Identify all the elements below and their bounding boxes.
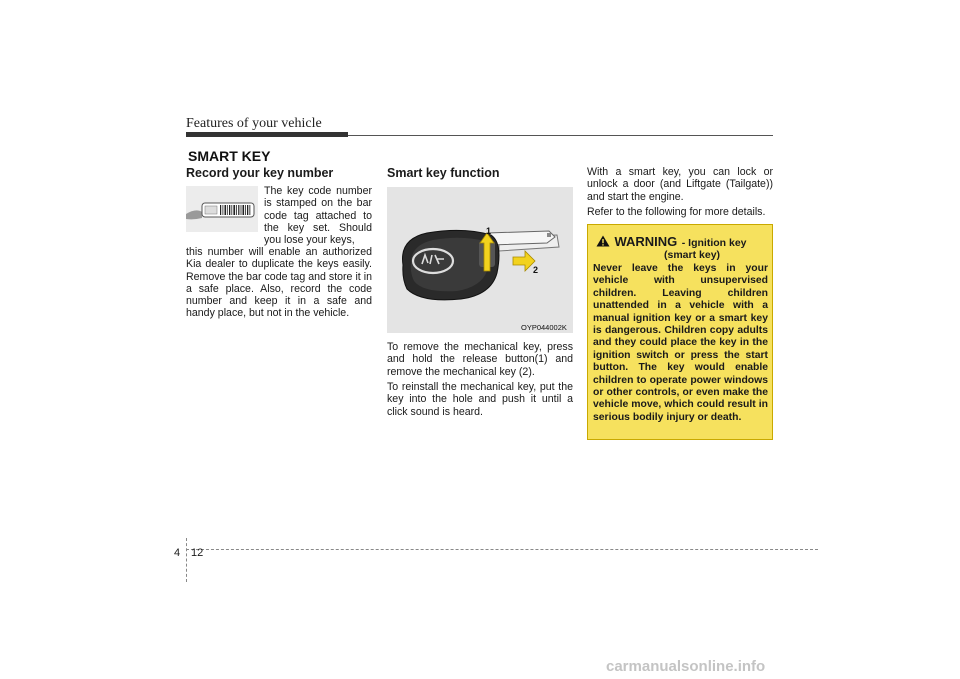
record-key-heading: Record your key number <box>186 166 334 180</box>
callout-2-label: 2 <box>533 265 539 275</box>
warning-triangle-icon <box>596 235 610 247</box>
page-number: 12 <box>191 547 204 559</box>
record-key-text-top: The key code number is stamped on the bar code tag attached to the key set. Should you lose your keys, <box>264 185 372 247</box>
key-tag-image <box>186 186 258 232</box>
page-header-title: Features of your vehicle <box>186 116 322 131</box>
image-caption: OYP044002K <box>521 323 567 332</box>
warning-subtitle: - Ignition key <box>681 237 747 249</box>
warning-subtitle-2: (smart key) <box>664 249 721 261</box>
refer-text: Refer to the following for more details. <box>587 206 766 218</box>
smart-key-heading: Smart key function <box>387 166 500 180</box>
callout-1-label: 1 <box>486 226 492 236</box>
watermark: carmanualsonline.info <box>606 658 766 675</box>
footer-divider <box>186 538 187 582</box>
smart-key-intro-text: With a smart key, you can lock or unlock a door (and Liftgate (Tailgate)) and start the engine. <box>587 166 773 203</box>
header-rule <box>348 135 773 136</box>
remove-key-text: To remove the mechanical key, press and hold the release button(1) and remove the mechanical key (2). <box>387 341 573 378</box>
reinstall-key-text: To reinstall the mechanical key, put the key into the hole and push it until a click sound is heard. <box>387 381 573 418</box>
warning-title: WARNING <box>614 234 678 249</box>
record-key-text-bottom: this number will enable an authorized Kia dealer to duplicate the keys easily. Remove the bar code tag and store it in a safe place. Also, record the code number and keep it in a safe and handy place, but not in the vehicle. <box>186 246 372 320</box>
footer-rule <box>186 549 818 550</box>
warning-body: Never leave the keys in your vehicle with unsupervised children. Leaving children unattended in a vehicle with a manual ignition key or a smart key is dangerous. Children copy adults and they could place the key in the ignition switch or press the start button. The key would enable children to operate power windows or other controls, or even make the vehicle move, which could result in serious bodily injury or death. <box>593 263 768 423</box>
chapter-number: 4 <box>174 547 181 559</box>
header-bar <box>186 132 348 137</box>
section-title: SMART KEY <box>188 148 271 164</box>
smart-key-image <box>387 187 573 333</box>
